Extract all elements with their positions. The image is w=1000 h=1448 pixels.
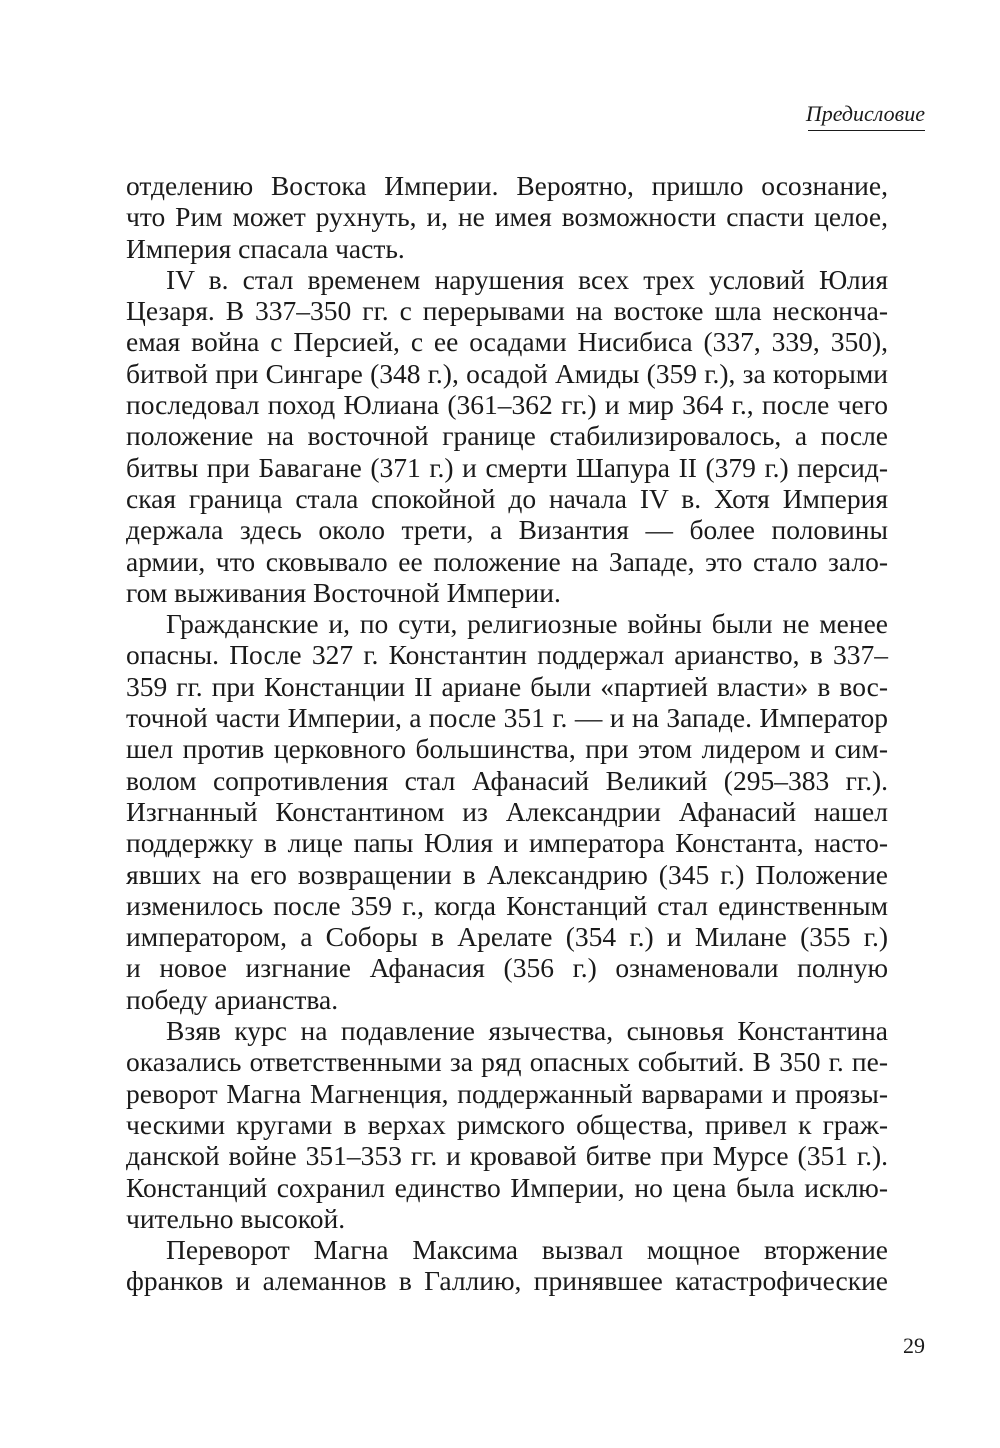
text-line: Цезаря. В 337–350 гг. с перерывами на востоке шла несконча- xyxy=(126,295,888,327)
text-line: битвой при Сингаре (348 г.), осадой Амиды (359 г.), за которыми xyxy=(126,357,888,389)
text-line: ская граница стала спокойной до начала IV в. Хотя Империя xyxy=(126,482,888,514)
text-line: IV в. стал временем нарушения всех трех условий Юлия xyxy=(166,263,888,295)
text-line: шел против церковного большинства, при этом лидером и сим- xyxy=(126,733,888,765)
text-line: Взяв курс на подавление язычества, сыновья Константина xyxy=(166,1015,888,1047)
page-number: 29 xyxy=(903,1333,925,1358)
text-line: держала здесь около трети, а Византия — более половины xyxy=(126,514,888,546)
paragraph xyxy=(126,1015,888,1234)
text-line: опасны. После 327 г. Константин поддержал арианство, в 337– xyxy=(126,639,888,671)
text-line: емая война с Персией, с ее осадами Нисибиса (337, 339, 350), xyxy=(126,326,888,358)
text-line: 359 гг. при Констанции II ариане были «партией власти» в вос- xyxy=(126,670,888,702)
running-head-rule xyxy=(808,130,925,131)
text-line: гом выживания Восточной Империи. xyxy=(126,576,561,608)
text-line: Изгнанный Константином из Александрии Афанасий нашел xyxy=(126,795,888,827)
text-line: данской войне 351–353 гг. и кровавой битве при Мурсе (351 г.). xyxy=(126,1140,888,1172)
text-line: отделению Востока Империи. Вероятно, пришло осознание, xyxy=(126,170,888,201)
text-line: армии, что сковывало ее положение на Западе, это стало зало- xyxy=(126,545,888,577)
text-line: франков и алеманнов в Галлию, принявшее катастрофические xyxy=(126,1265,888,1297)
text-line: чительно высокой. xyxy=(126,1202,346,1234)
text-line: поддержку в лице папы Юлия и императора Константа, насто- xyxy=(126,827,888,859)
paragraph xyxy=(126,608,888,1015)
body-text xyxy=(126,170,888,1297)
text-line: явших на его возвращении в Александрию (345 г.) Положение xyxy=(126,858,888,890)
text-line: Переворот Магна Максима вызвал мощное вторжение xyxy=(166,1234,888,1266)
paragraph xyxy=(126,1234,888,1297)
text-line: что Рим может рухнуть, и, не имея возможности спасти целое, xyxy=(126,201,888,233)
paragraph xyxy=(126,170,888,264)
running-head: Предисловие xyxy=(805,101,925,126)
text-line: императором, а Соборы в Арелате (354 г.) и Милане (355 г.) xyxy=(126,921,888,953)
text-line: изменилось после 359 г., когда Констанций стал единственным xyxy=(126,889,888,921)
text-line: Констанций сохранил единство Империи, но цена была исклю- xyxy=(126,1171,888,1203)
text-line: точной части Империи, а после 351 г. — и на Западе. Император xyxy=(126,702,888,734)
text-line: волом сопротивления стал Афанасий Великий (295–383 гг.). xyxy=(126,764,888,796)
paragraph xyxy=(126,264,888,608)
text-line: реворот Магна Магненция, поддержанный варварами и проязы- xyxy=(126,1077,888,1109)
text-line: Гражданские и, по сути, религиозные войны были не менее xyxy=(166,608,888,640)
text-line: победу арианства. xyxy=(126,983,339,1015)
text-line: ческими кругами в верхах римского общества, привел к граж- xyxy=(126,1108,888,1140)
text-line: последовал поход Юлиана (361–362 гг.) и мир 364 г., после чего xyxy=(126,389,888,421)
text-line: оказались ответственными за ряд опасных событий. В 350 г. пе- xyxy=(126,1046,888,1078)
text-line: Империя спасала часть. xyxy=(126,232,405,264)
text-line: положение на восточной границе стабилизировалось, а после xyxy=(126,420,888,452)
text-line: и новое изгнание Афанасия (356 г.) ознаменовали полную xyxy=(126,952,888,984)
text-line: битвы при Бавагане (371 г.) и смерти Шапура II (379 г.) персид- xyxy=(126,451,888,483)
